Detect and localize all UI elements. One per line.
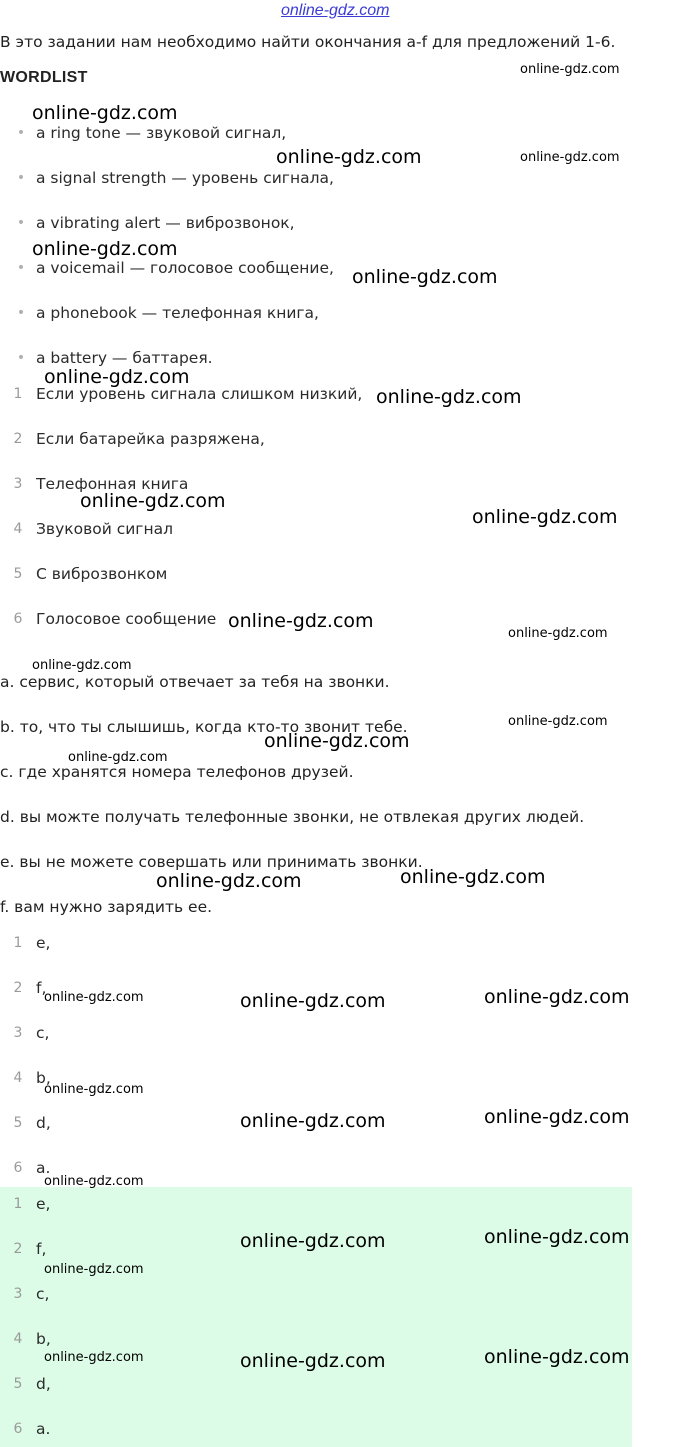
bullet-icon: •	[16, 170, 26, 186]
wordlist-heading: WORDLIST	[0, 69, 88, 86]
sentence-text: Телефонная книга	[36, 475, 189, 493]
watermark: online-gdz.com	[68, 750, 168, 765]
item-number: 3	[13, 476, 23, 492]
ending-e: e. вы не можете совершать или принимать звонки.	[0, 853, 423, 871]
watermark: online-gdz.com	[44, 1350, 144, 1365]
item-number: 2	[13, 980, 23, 996]
watermark: online-gdz.com	[400, 866, 546, 888]
item-number: 1	[13, 935, 23, 951]
bullet-icon: •	[16, 125, 26, 141]
watermark: online-gdz.com	[240, 990, 386, 1012]
site-link[interactable]: online-gdz.com	[281, 2, 390, 19]
watermark: online-gdz.com	[508, 714, 608, 729]
watermark: online-gdz.com	[264, 730, 410, 752]
item-number: 4	[13, 1070, 23, 1086]
watermark: online-gdz.com	[472, 506, 618, 528]
list-item-text: a vibrating alert — виброзвонок,	[36, 214, 295, 232]
watermark: online-gdz.com	[352, 266, 498, 288]
watermark: online-gdz.com	[520, 62, 620, 77]
list-item-text: a signal strength — уровень сигнала,	[36, 169, 334, 187]
item-number: 2	[13, 1241, 23, 1257]
watermark: online-gdz.com	[44, 1082, 144, 1097]
watermark: online-gdz.com	[276, 146, 422, 168]
answer-text: c,	[36, 1285, 50, 1303]
bullet-icon: •	[16, 305, 26, 321]
sentence-text: Голосовое сообщение	[36, 610, 217, 628]
watermark: online-gdz.com	[240, 1110, 386, 1132]
sentence-text: С виброзвонком	[36, 565, 168, 583]
item-number: 6	[13, 1160, 23, 1176]
list-item-text: a ring tone — звуковой сигнал,	[36, 124, 287, 142]
task-intro: В это задании нам необходимо найти окончания a-f для предложений 1-6.	[0, 33, 616, 51]
ending-c: c. где хранятся номера телефонов друзей.	[0, 763, 354, 781]
answer-text: e,	[36, 934, 51, 952]
answer-text: d,	[36, 1375, 51, 1393]
item-number: 5	[13, 566, 23, 582]
answer-text: f,	[36, 1240, 47, 1258]
answer-text: e,	[36, 1195, 51, 1213]
watermark: online-gdz.com	[44, 1262, 144, 1277]
watermark: online-gdz.com	[484, 1226, 630, 1248]
bullet-icon: •	[16, 215, 26, 231]
watermark: online-gdz.com	[508, 626, 608, 641]
list-item-text: a battery — баттарея.	[36, 349, 213, 367]
answer-text: a.	[36, 1420, 51, 1438]
item-number: 3	[13, 1286, 23, 1302]
watermark: online-gdz.com	[32, 238, 178, 260]
item-number: 6	[13, 1421, 23, 1437]
answer-text: d,	[36, 1114, 51, 1132]
list-item-text: a voicemail — голосовое сообщение,	[36, 259, 334, 277]
watermark: online-gdz.com	[484, 986, 630, 1008]
watermark: online-gdz.com	[44, 366, 190, 388]
item-number: 4	[13, 1331, 23, 1347]
sentence-text: Звуковой сигнал	[36, 520, 173, 538]
item-number: 3	[13, 1025, 23, 1041]
bullet-icon: •	[16, 350, 26, 366]
watermark: online-gdz.com	[80, 490, 226, 512]
watermark: online-gdz.com	[156, 870, 302, 892]
bullet-icon: •	[16, 260, 26, 276]
item-number: 2	[13, 431, 23, 447]
sentence-text: Если батарейка разряжена,	[36, 430, 265, 448]
watermark: online-gdz.com	[520, 150, 620, 165]
answer-text: a.	[36, 1159, 51, 1177]
watermark: online-gdz.com	[240, 1350, 386, 1372]
list-item-text: a phonebook — телефонная книга,	[36, 304, 319, 322]
watermark: online-gdz.com	[228, 610, 374, 632]
ending-a: a. сервис, который отвечает за тебя на звонки.	[0, 673, 390, 691]
watermark: online-gdz.com	[32, 102, 178, 124]
answer-text: b,	[36, 1330, 51, 1348]
watermark: online-gdz.com	[240, 1230, 386, 1252]
watermark: online-gdz.com	[484, 1346, 630, 1368]
item-number: 5	[13, 1376, 23, 1392]
item-number: 4	[13, 521, 23, 537]
answer-text: f,	[36, 979, 47, 997]
sentence-text: Если уровень сигнала слишком низкий,	[36, 385, 363, 403]
item-number: 1	[13, 1196, 23, 1212]
watermark: online-gdz.com	[32, 658, 132, 673]
watermark: online-gdz.com	[44, 990, 144, 1005]
answer-text: b,	[36, 1069, 51, 1087]
watermark: online-gdz.com	[44, 1174, 144, 1189]
item-number: 1	[13, 386, 23, 402]
item-number: 5	[13, 1115, 23, 1131]
ending-b: b. то, что ты слышишь, когда кто-то звонит тебе.	[0, 718, 408, 736]
answer-text: c,	[36, 1024, 50, 1042]
watermark: online-gdz.com	[484, 1106, 630, 1128]
watermark: online-gdz.com	[376, 386, 522, 408]
ending-f: f. вам нужно зарядить ее.	[0, 898, 213, 916]
item-number: 6	[13, 611, 23, 627]
ending-d: d. вы можте получать телефонные звонки, не отвлекая других людей.	[0, 808, 585, 826]
